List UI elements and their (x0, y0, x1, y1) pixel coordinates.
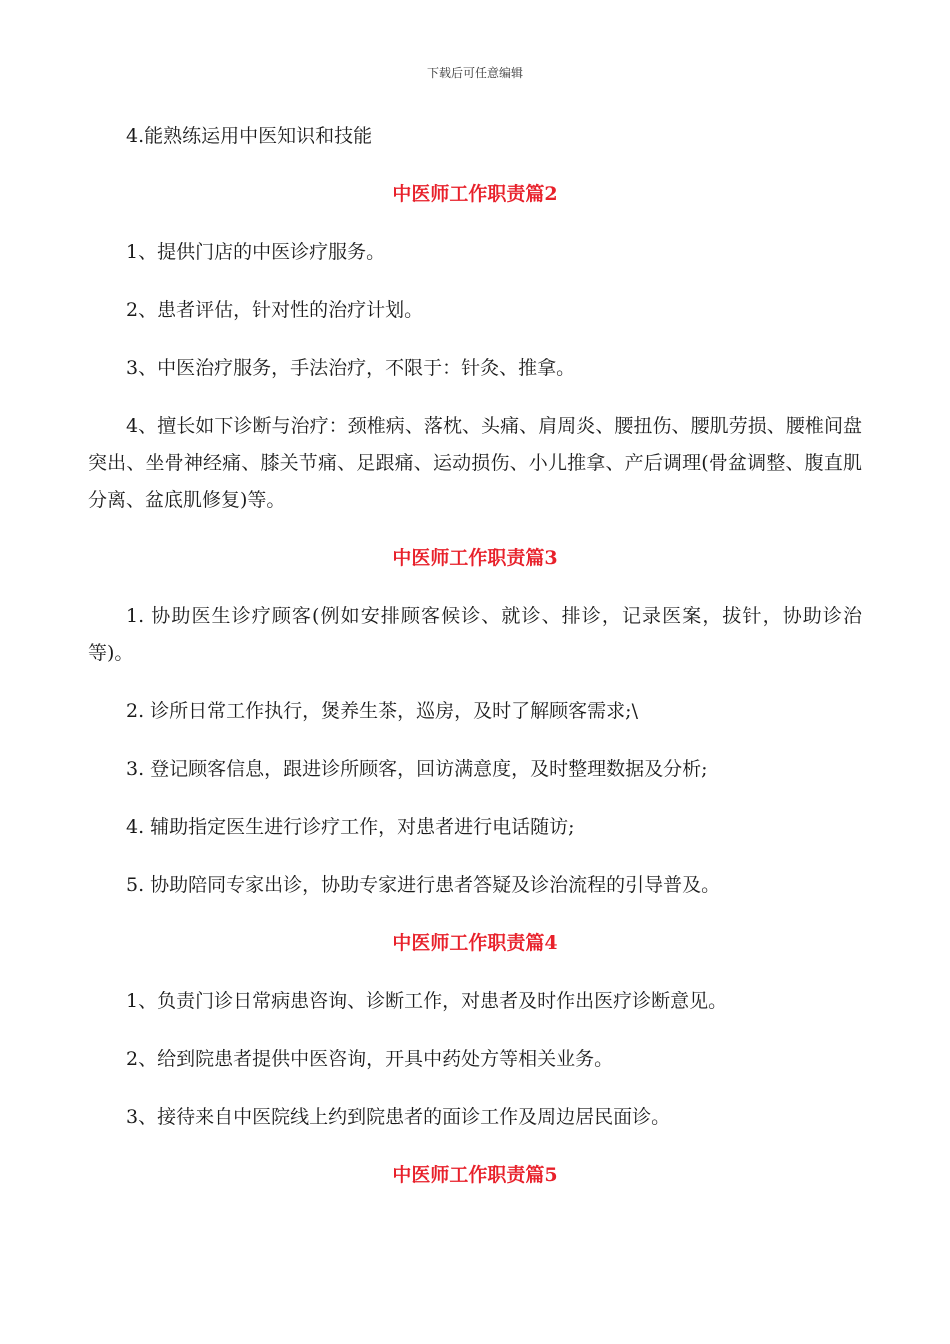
section-3-item: 2. 诊所日常工作执行，煲养生茶，巡房，及时了解顾客需求;\ (126, 700, 638, 722)
section-3-item: 1. 协助医生诊疗顾客(例如安排顾客候诊、就诊、排诊，记录医案，拔针，协助诊治等)。 (88, 605, 862, 664)
header-note: 下载后可任意编辑 (426, 66, 523, 80)
section-3-item: 5. 协助陪同专家出诊，协助专家进行患者答疑及诊治流程的引导普及。 (126, 874, 721, 896)
section-4-item: 2、给到院患者提供中医咨询，开具中药处方等相关业务。 (126, 1048, 614, 1070)
section-3-item: 3. 登记顾客信息，跟进诊所顾客，回访满意度，及时整理数据及分析; (126, 758, 708, 780)
section-2-item: 3、中医治疗服务，手法治疗，不限于：针灸、推拿。 (126, 357, 576, 379)
intro-item: 4.能熟练运用中医知识和技能 (126, 125, 373, 147)
section-5-heading: 中医师工作职责篇5 (392, 1164, 558, 1186)
document-body (88, 118, 862, 1215)
section-4-item: 1、负责门诊日常病患咨询、诊断工作，对患者及时作出医疗诊断意见。 (126, 990, 728, 1012)
section-2-heading: 中医师工作职责篇2 (392, 183, 558, 205)
section-2-item: 1、提供门店的中医诊疗服务。 (126, 241, 386, 263)
section-2-item: 4、擅长如下诊断与治疗：颈椎病、落枕、头痛、肩周炎、腰扭伤、腰肌劳损、腰椎间盘突出、坐骨神经痛、膝关节痛、足跟痛、运动损伤、小儿推拿、产后调理(骨盆调整、腹直肌分离、盆底肌修复)等。 (88, 415, 862, 511)
section-4-item: 3、接待来自中医院线上约到院患者的面诊工作及周边居民面诊。 (126, 1106, 671, 1128)
section-2-item: 2、患者评估，针对性的治疗计划。 (126, 299, 424, 321)
section-3-heading: 中医师工作职责篇3 (392, 547, 558, 569)
section-3-item: 4. 辅助指定医生进行诊疗工作，对患者进行电话随访; (126, 816, 575, 838)
section-4-heading: 中医师工作职责篇4 (392, 932, 558, 954)
